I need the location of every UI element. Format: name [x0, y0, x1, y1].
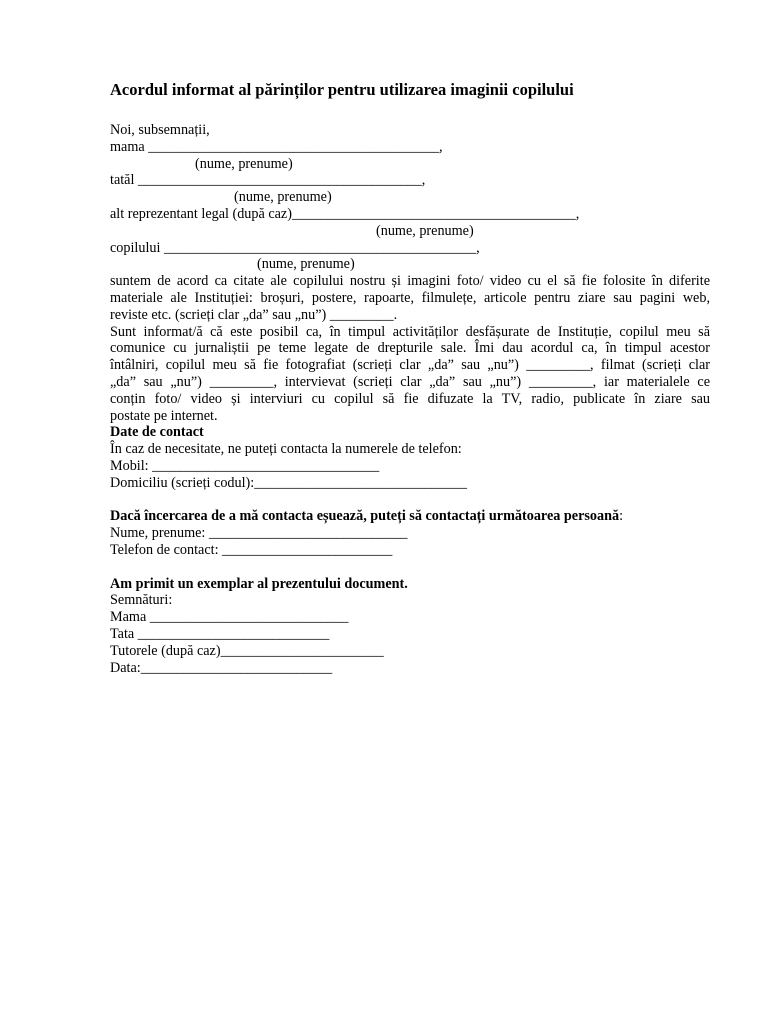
father-signature-field[interactable]: Tata ___________________________ — [110, 625, 330, 642]
consent-paragraph-1-answer-field[interactable]: reviste etc. (scrieți clar „da” sau „nu”) _________. — [110, 306, 398, 323]
film-interview-consent-field[interactable]: „da” sau „nu”) _________, intervievat (scrieți clar „da” sau „nu”) _________, iar materialele ce — [110, 373, 710, 390]
child-name-caption: (nume, prenume) — [257, 256, 355, 273]
intro-text: Noi, subsemnații, — [110, 122, 210, 138]
document-title: Acordul informat al părinților pentru utilizarea imaginii copilului — [110, 80, 574, 99]
consent-paragraph-2-line: conțin foto/ video și interviuri cu copilul să fie difuzate la TV, radio, publicate în ziare sau — [110, 390, 710, 407]
received-copy-heading: Am primit un exemplar al prezentului document. — [110, 575, 408, 592]
spacer — [110, 492, 710, 509]
father-name-caption: (nume, prenume) — [234, 189, 332, 206]
alternate-contact-heading-text: Dacă încercarea de a mă contacta eșuează, puteți să contactați următoarea persoană — [110, 508, 620, 525]
consent-paragraph-2-line: Sunt informat/ă că este posibil ca, în timpul activităților desfășurate de Instituție, copilul meu să — [110, 323, 710, 340]
mother-signature-field[interactable]: Mama ____________________________ — [110, 609, 349, 626]
consent-paragraph-2-line: postate pe internet. — [110, 407, 218, 424]
contact-intro: În caz de necesitate, ne puteți contacta la numerele de telefon: — [110, 441, 462, 458]
date-field[interactable]: Data:___________________________ — [110, 659, 333, 676]
document-body — [110, 122, 710, 676]
father-name-field[interactable]: tatăl ________________________________________, — [110, 172, 426, 189]
photo-consent-field[interactable]: întâlniri, copilul meu să fie fotografiat (scrieți clar „da” sau „nu”) _________, filmat (scrieți clar — [110, 357, 710, 374]
spacer — [110, 559, 710, 576]
mother-name-caption: (nume, prenume) — [195, 155, 293, 172]
alternate-contact-name-field[interactable]: Nume, prenume: ____________________________ — [110, 525, 408, 542]
consent-paragraph-2-line: comunice cu jurnaliștii pe teme legate de drepturile sale. Îmi dau acordul ca, în timpul acestor — [110, 340, 710, 357]
legal-representative-field[interactable]: alt reprezentant legal (după caz)________________________________________, — [110, 205, 580, 222]
alternate-contact-heading-colon: : — [619, 508, 624, 525]
home-phone-field[interactable]: Domiciliu (scrieți codul):______________________________ — [110, 474, 468, 491]
legal-representative-caption: (nume, prenume) — [376, 222, 474, 239]
contact-heading: Date de contact — [110, 424, 204, 441]
signatures-label: Semnături: — [110, 592, 173, 609]
alternate-contact-phone-field[interactable]: Telefon de contact: ________________________ — [110, 541, 393, 558]
tutor-signature-field[interactable]: Tutorele (după caz)_______________________ — [110, 642, 384, 659]
consent-paragraph-1-line: suntem de acord ca citate ale copilului nostru și imagini foto/ video cu el să fie folosite în diferite — [110, 273, 710, 290]
mother-name-field[interactable]: mama _________________________________________, — [110, 138, 443, 155]
mobile-phone-field[interactable]: Mobil: ________________________________ — [110, 457, 380, 474]
child-name-field[interactable]: copilului ____________________________________________, — [110, 239, 480, 256]
consent-paragraph-1-line: materiale ale Instituției: broșuri, postere, rapoarte, filmulețe, articole pentru ziare sau pagini web, — [110, 289, 710, 306]
alternate-contact-heading — [110, 508, 710, 525]
